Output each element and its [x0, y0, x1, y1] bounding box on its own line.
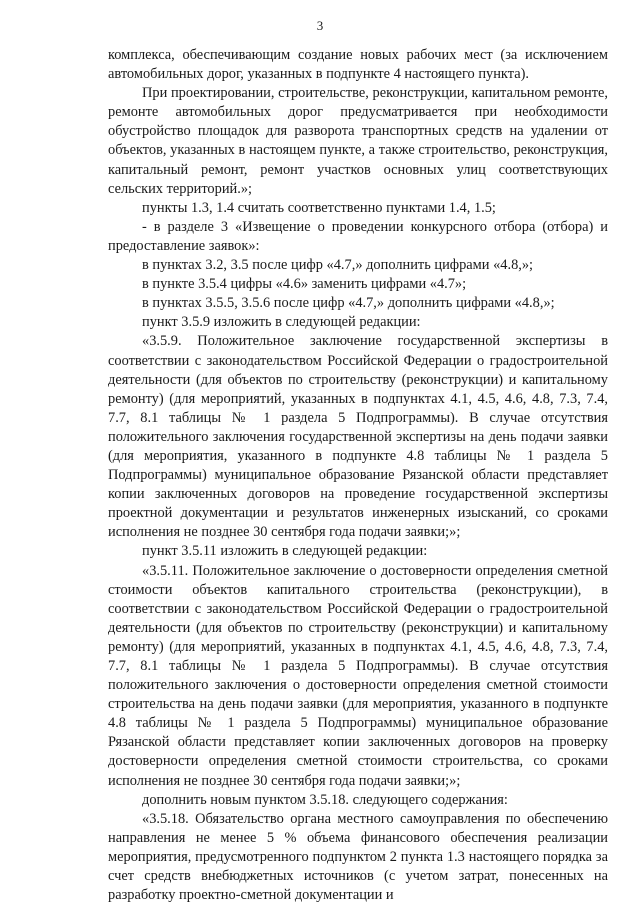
paragraph: в пунктах 3.2, 3.5 после цифр «4.7,» дополнить цифрами «4.8,»; — [142, 257, 534, 274]
paragraph: «3.5.9. Положительное заключение государственной экспертизы в соответствии с законодательством Российской Федерации о градостроительной деятельности (для объектов по строительству (реконструкции) и капитальному ремонту) (для мероприятий, указанных в подпунктах 4.1, 4.5, 4.6, 4.8, 7.3, 7.4, 7.7, 8.1 таблицы № 1 раздела 5 Подпрограммы). В случае отсутствия положительного заключения государственной экспертизы на день подачи заявки (для мероприятия, указанного в подпункте 4.8 таблицы № 1 раздела 5 Подпрограммы) муниципальное образование Рязанской области представляет копии заключенных договоров на проведение государственной экспертизы проектной документации и результатов инженерных изысканий, со сроками исполнения не позднее 30 сентября года подачи заявки;»; — [108, 333, 608, 541]
paragraph: дополнить новым пунктом 3.5.18. следующего содержания: — [142, 791, 508, 808]
paragraph: - в разделе 3 «Извещение о проведении конкурсного отбора (отбора) и предоставление заявок»: — [108, 218, 608, 254]
paragraph: пункт 3.5.11 изложить в следующей редакции: — [142, 543, 428, 560]
document-body — [108, 46, 608, 905]
paragraph: в пунктах 3.5.5, 3.5.6 после цифр «4.7,» дополнить цифрами «4.8,»; — [142, 295, 555, 312]
page-number: 3 — [316, 18, 324, 33]
paragraph: пункты 1.3, 1.4 считать соответственно пунктами 1.4, 1.5; — [142, 199, 496, 216]
paragraph: комплекса, обеспечивающим создание новых рабочих мест (за исключением автомобильных дорог, указанных в подпункте 4 настоящего пункта). — [108, 47, 608, 83]
paragraph: При проектировании, строительстве, реконструкции, капитальном ремонте, ремонте автомобильных дорог предусматривается при необходимости обустройство площадок для разворота транспортных средств на удалении от объектов, указанных в настоящем пункте, а также строительство, реконструкция, капитальный ремонт, ремонт участков основных улиц соответствующих сельских территорий.»; — [108, 85, 608, 197]
paragraph: в пункте 3.5.4 цифры «4.6» заменить цифрами «4.7»; — [142, 276, 467, 293]
paragraph: «3.5.11. Положительное заключение о достоверности определения сметной стоимости объектов капитального строительства (реконструкции), в соответствии с законодательством Российской Федерации о градостроительной деятельности (для объектов по строительству (реконструкции) и капитальному ремонту) (для мероприятий, указанных в подпунктах 4.1, 4.5, 4.6, 4.8, 7.3, 7.4, 7.7, 8.1 таблицы № 1 раздела 5 Подпрограммы). В случае отсутствия положительного заключения о достоверности определения сметной стоимости строительства на день подачи заявки (для мероприятия, указанного в подпункте 4.8 таблицы № 1 раздела 5 Подпрограммы) муниципальное образование Рязанской области представляет копии заключенных договоров на проверку достоверности определения сметной стоимости строительства, со сроками исполнения не позднее 30 сентября года подачи заявки;»; — [108, 562, 608, 789]
paragraph: «3.5.18. Обязательство органа местного самоуправления по обеспечению направления не менее 5 % объема финансового обеспечения реализации мероприятия, предусмотренного подпунктом 2 пункта 1.3 настоящего порядка за счет средств внебюджетных источников (с учетом затрат, понесенных на разработку проектно-сметной документации и — [108, 810, 608, 904]
paragraph: пункт 3.5.9 изложить в следующей редакции: — [142, 314, 421, 331]
